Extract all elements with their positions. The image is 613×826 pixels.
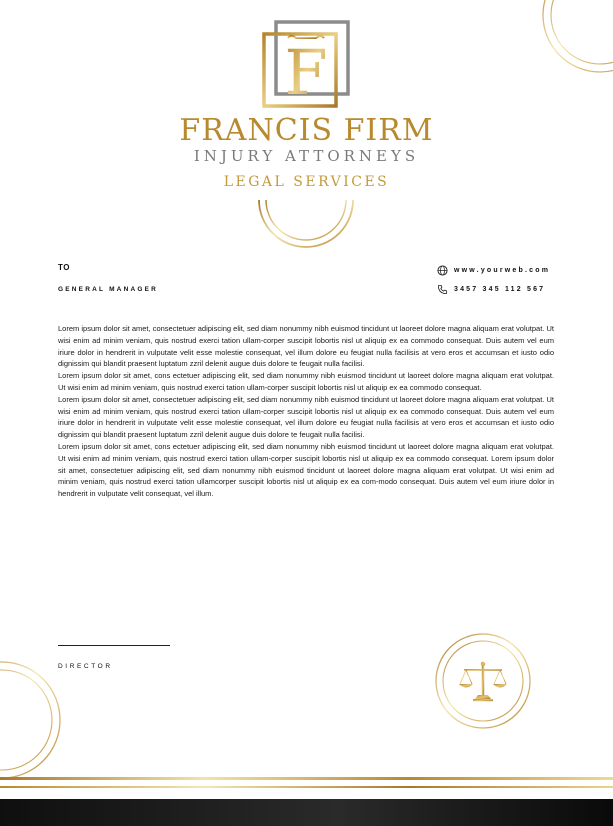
bottom-left-circles <box>0 662 60 778</box>
footer-bar <box>0 799 613 826</box>
logo-arcs <box>259 200 353 247</box>
signature-line <box>58 645 170 646</box>
footer-gold-line <box>0 786 613 788</box>
contact-phone[interactable] <box>437 284 545 295</box>
firm-tagline: INJURY ATTORNEYS <box>193 147 420 165</box>
logo-letter: F <box>284 36 328 109</box>
scales-of-justice-icon <box>455 655 511 707</box>
letter-body <box>58 323 554 500</box>
recipient-title: GENERAL MANAGER <box>58 286 159 293</box>
firm-name: FRANCIS FIRM <box>179 113 434 148</box>
logo-mark <box>258 18 354 114</box>
globe-icon <box>437 265 448 276</box>
body-paragraph: Lorem ipsum dolor sit amet, consectetuer adipiscing elit, sed diam nonummy nibh euismod tincidunt ut laoreet dolore magna aliquam erat volutpat. Ut wisi enim ad minim veniam, quis nostrud exerci tation ullam-corper suscipit lobortis nisl ut aliquip ex ea commodo consequat. Duis autem vel eum iriure dolor in hendrerit in vulputate velit esse molestie consequat, vel illum dolore eu feugiat nulla facilisis at vero eros et accumsan et iusto odio dignissim qui blandit praesent luptatum zzril delenit augue duis dolore te feugait nulla facilisi. <box>58 394 554 440</box>
signature-title: DIRECTOR <box>58 663 113 670</box>
footer-gold-line <box>0 777 613 780</box>
website-text: www.yourweb.com <box>454 267 551 274</box>
to-label: TO <box>58 263 70 272</box>
phone-text: 3457 345 112 567 <box>454 286 546 293</box>
top-right-circles <box>543 0 613 72</box>
body-paragraph: Lorem ipsum dolor sit amet, cons ectetuer adipiscing elit, sed diam nonummy nibh euismod tincidunt ut laoreet dolore magna aliquam erat volutpat. Ut wisi enim ad minim veniam, quis nostrud exerci tation ullam-corper suscipit lobortis nisl ut aliquip ex ea commodo consequat. <box>58 371 554 392</box>
body-paragraph: Lorem ipsum dolor sit amet, cons ectetuer adipiscing elit, sed diam nonummy nibh euismod tincidunt ut laoreet dolore magna aliquam erat volutpat. Ut wisi enim ad minim veniam, quis nostrud exerci tation ullam-corper suscipit lobortis nisl ut aliquip ex ea commodo consequat. Lorem ipsum dolor sit amet, consectetuer adipiscing elit, sed diam nonummy nibh euismod tincidunt ut laoreet dolore magna aliquam erat volutpat. Ut wisi enim ad minim veniam, quis nostrud exerci tation ullamcorper suscipit lobortis nisl ut aliquip ex ea com-modo consequat. Duis autem vel eum iriure dolor in hendrerit in vulputate velit consequat, vel illum. <box>58 441 554 499</box>
firm-services: LEGAL SERVICES <box>223 174 390 190</box>
phone-icon <box>437 284 448 295</box>
body-paragraph: Lorem ipsum dolor sit amet, consectetuer adipiscing elit, sed diam nonummy nibh euismod tincidunt ut laoreet dolore magna aliquam erat volutpat. Ut wisi enim ad minim veniam, quis nostrud exerci tation ullam-corper suscipit lobortis nisl ut aliquip ex ea commodo consequat. Duis autem vel eum iriure dolor in hendrerit in vulputate velit esse molestie consequat, vel illum dolore eu feugiat nulla facilisis at vero eros et accumsan et iusto odio dignissim qui blandit praesent luptatum zzril delenit augue duis dolore te feugait nulla facilisi. <box>58 324 554 369</box>
contact-website[interactable] <box>437 265 550 276</box>
